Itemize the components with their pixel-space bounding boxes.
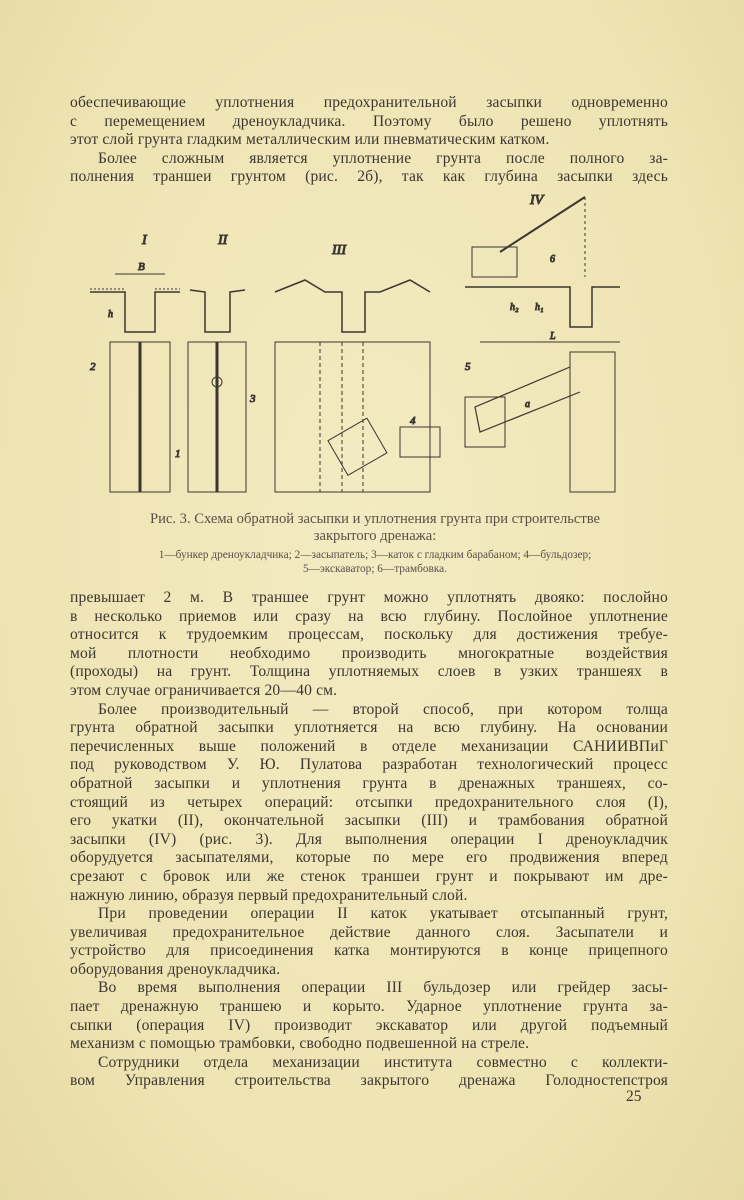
legend-line: 5—экскаватор; 6—трамбовка.	[302, 563, 448, 575]
label-1: 1	[175, 448, 181, 460]
text-line: увеличивая предохранительное действие данного слоя. Засыпатели и	[70, 923, 668, 941]
text-line: перечисленных выше положений в отделе механизации САНИИВПиГ	[70, 737, 668, 755]
figure-caption	[80, 511, 670, 545]
body-paragraphs	[70, 589, 668, 1091]
text-line: срезают с бровок или же стенок траншеи грунт и покрывают им дре-	[70, 867, 668, 885]
label-h: h	[108, 309, 113, 320]
text-line: этот слой грунта гладким металлическим или пневматическим катком.	[70, 131, 550, 149]
legend-line: 1—бункер дреноукладчика; 2—засыпатель; 3—каток с гладким барабаном; 4—бульдозер;	[158, 549, 592, 561]
diagram-iv	[465, 193, 620, 492]
label-II: II	[218, 233, 228, 248]
label-B: B	[138, 261, 145, 273]
label-4: 4	[410, 415, 416, 427]
text-line: засыпки (IV) (рис. 3). Для выполнения операции I дреноукладчик	[70, 830, 668, 848]
text-line: его укатки (II), окончательной засыпки (III) и трамбования обратной	[70, 812, 668, 830]
text-line: сыпки (операция IV) производит экскаватор или другой подъемный	[70, 1016, 668, 1034]
text-line: При проведении операции II каток укатывает отсыпанный грунт,	[98, 905, 668, 923]
text-line: обратной засыпки и уплотнения грунта в дренажных траншеях, со-	[70, 774, 668, 792]
figure-3-diagram	[80, 192, 660, 502]
label-3: 3	[250, 393, 256, 405]
text-line: нажную линию, образуя первый предохранительный слой.	[70, 886, 468, 904]
label-L: L	[550, 331, 556, 342]
text-line: этом случае ограничивается 20—40 см.	[70, 681, 338, 699]
label-IV: IV	[530, 193, 544, 208]
text-line: оборудуется засыпателями, которые по мере его продвижения вперед	[70, 849, 668, 867]
text-line: Более сложным является уплотнение грунта после полного за-	[98, 149, 668, 167]
text-line: относится к трудоемким процессам, поскольку для достижения требуе-	[70, 626, 668, 644]
label-2: 2	[90, 361, 96, 373]
label-h2: h₂	[510, 302, 519, 313]
text-line: Во время выполнения операции III бульдозер или грейдер засы-	[98, 979, 668, 997]
label-h1: h₁	[535, 302, 544, 313]
text-line: (проходы) на грунт. Толщина уплотняемых слоев в узких траншеях в	[70, 663, 668, 681]
label-5: 5	[465, 361, 471, 373]
text-line: устройство для присоединения катка монтируются в конце прицепного	[70, 942, 668, 960]
diagram-ii	[188, 233, 256, 492]
text-line: мой плотности необходимо производить многократные воздействия	[70, 644, 668, 662]
text-line: полнения траншеи грунтом (рис. 2б), так как глубина засыпки здесь	[70, 168, 668, 186]
text-line: под руководством У. Ю. Пулатова разработан технологический процесс	[70, 756, 668, 774]
top-paragraphs	[70, 94, 668, 187]
text-line: в несколько приемов или сразу на всю глубину. Послойное уплотнение	[70, 607, 668, 625]
text-line: Сотрудники отдела механизации института совместно с коллекти-	[98, 1053, 668, 1071]
diagram-i	[90, 233, 181, 492]
text-line: грунта обратной засыпки уплотняется на всю глубину. На основании	[70, 719, 668, 737]
caption-title: Рис. 3. Схема обратной засыпки и уплотнения грунта при строительстве	[149, 511, 601, 527]
page-number: 25	[626, 1088, 642, 1105]
text-line: Более производительный — второй способ, при котором толща	[98, 700, 668, 718]
label-a: a	[525, 399, 530, 410]
text-line: обеспечивающие уплотнения предохранительной засыпки одновременно	[70, 94, 668, 111]
text-line: пает дренажную траншею и корыто. Ударное уплотнение грунта за-	[70, 998, 668, 1016]
text-line: с перемещением дреноукладчика. Поэтому было решено уплотнять	[70, 112, 668, 130]
diagram-iii	[275, 243, 440, 492]
text-line: вом Управления строительства закрытого дренажа Голодностепстроя	[70, 1072, 668, 1090]
label-6: 6	[550, 254, 555, 265]
label-I: I	[142, 233, 147, 248]
label-III: III	[332, 243, 346, 258]
text-line: оборудования дреноукладчика.	[70, 960, 281, 978]
caption-title-2: закрытого дренажа:	[313, 528, 437, 544]
text-line: механизм с помощью трамбовки, свободно подвешенной на стреле.	[70, 1035, 530, 1053]
figure-legend	[80, 548, 670, 576]
text-line: стоящий из четырех операций: отсыпки предохранительного слоя (I),	[70, 793, 668, 811]
text-line: превышает 2 м. В траншее грунт можно уплотнять двояко: послойно	[70, 589, 668, 606]
